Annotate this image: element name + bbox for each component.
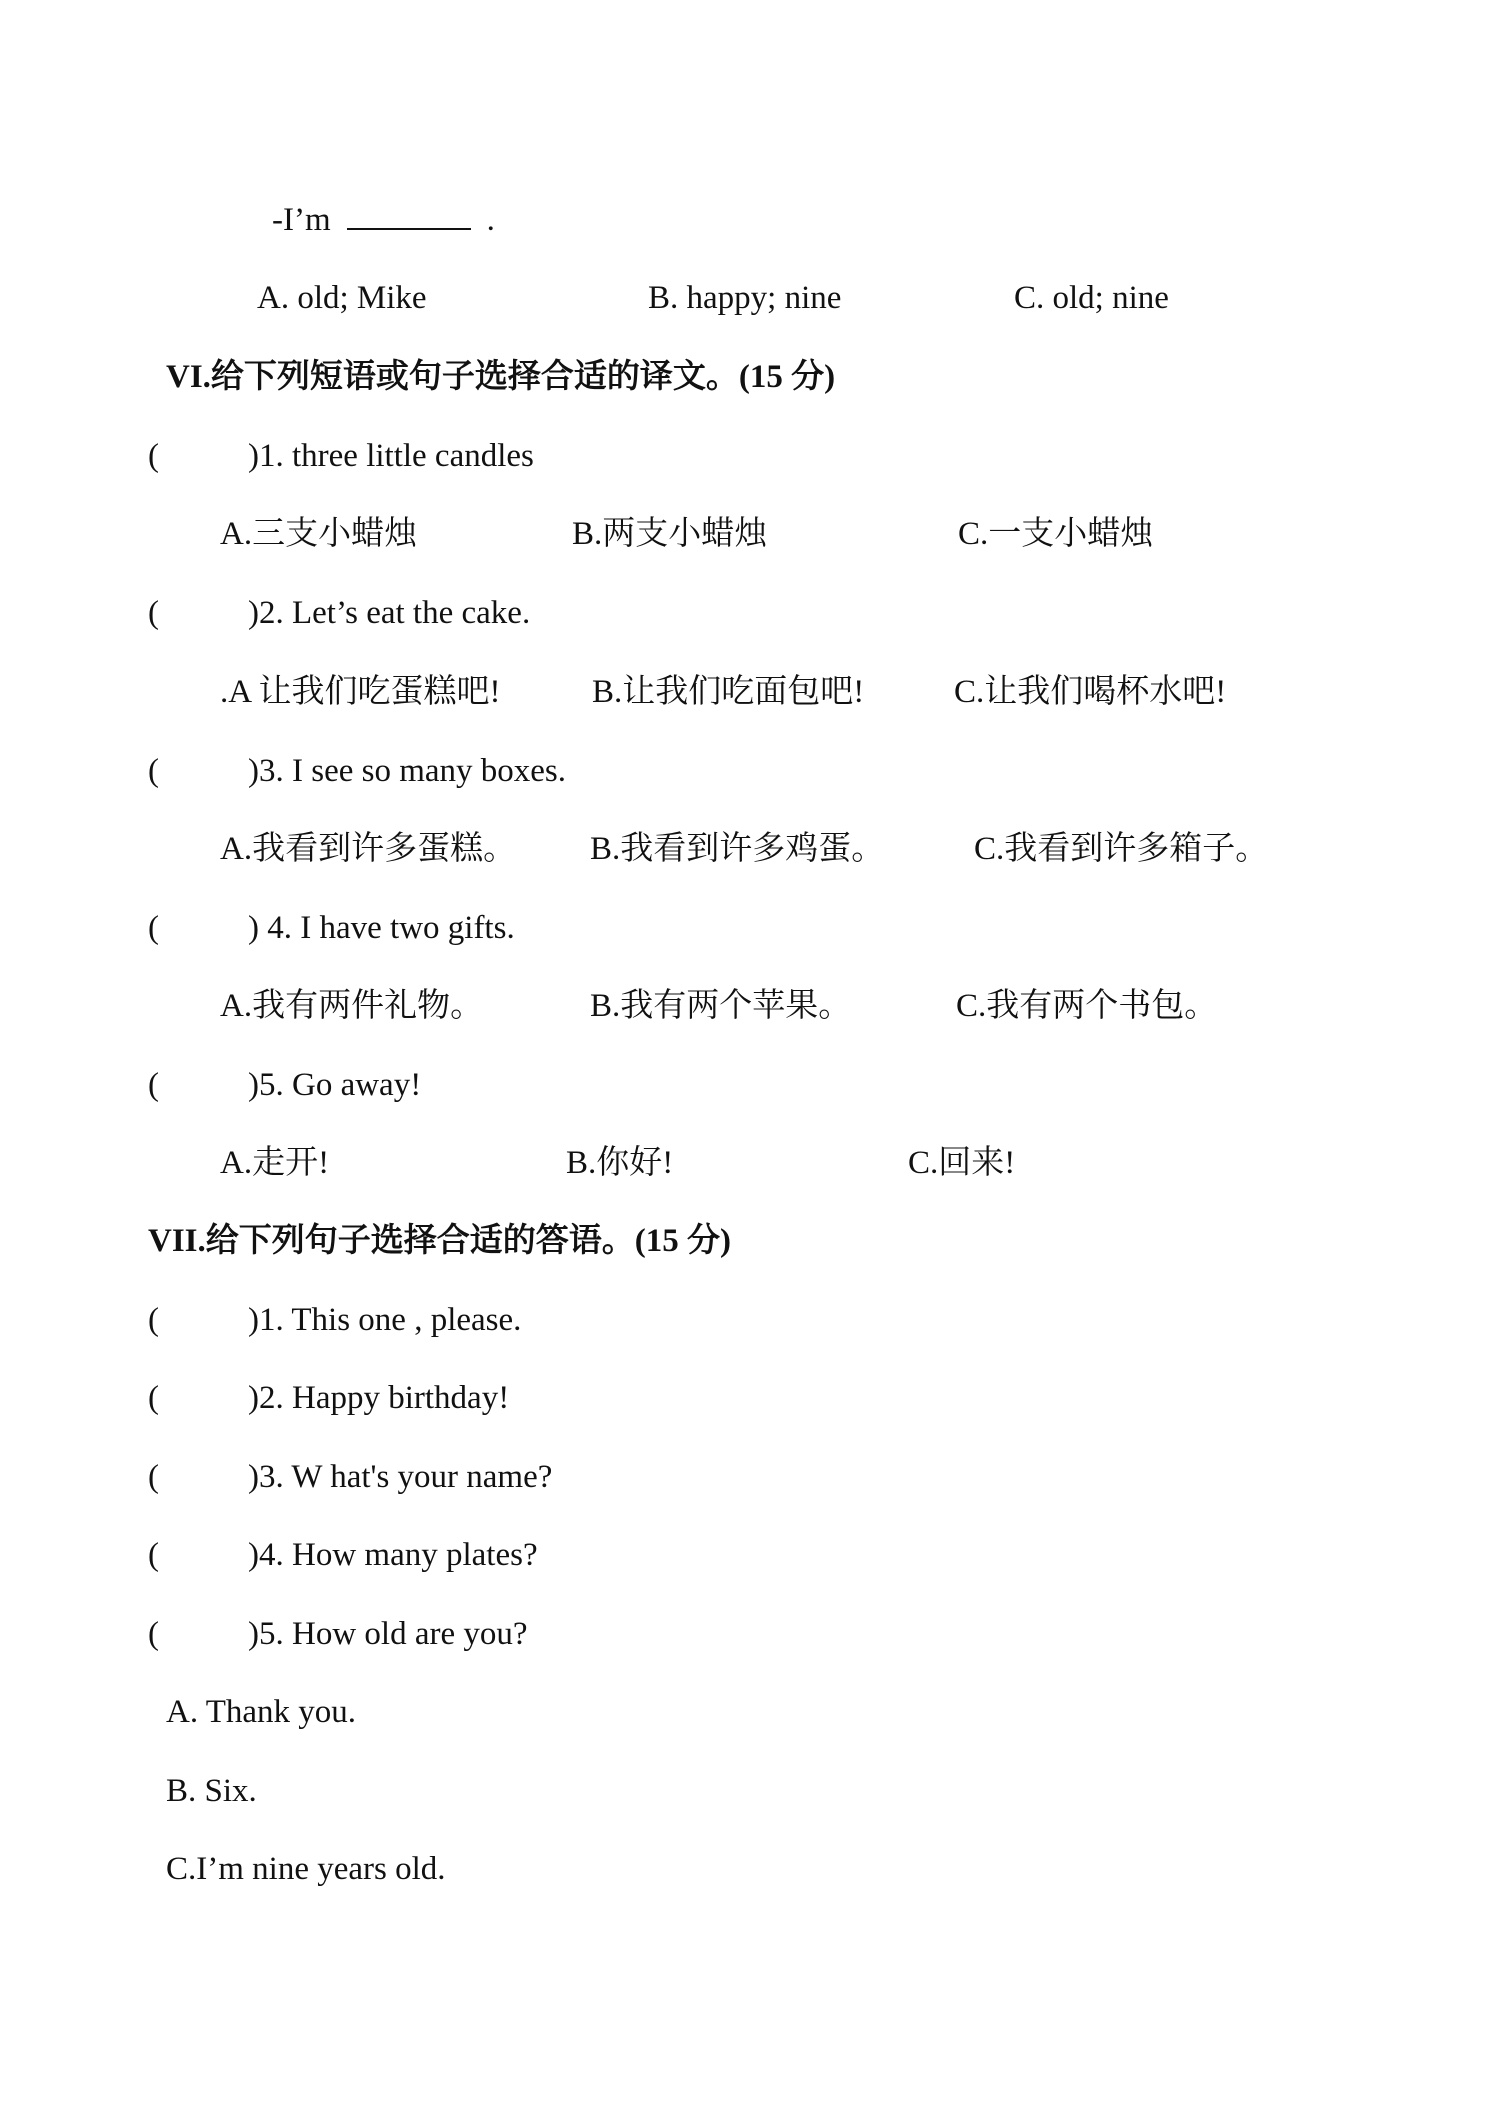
answer-choice-b: B. Six. [166, 1773, 257, 1809]
answer-paren: ( [148, 1616, 159, 1652]
option-a: A.走开! [220, 1145, 330, 1181]
answer-paren: ( [148, 1302, 159, 1338]
option-c: C.让我们喝杯水吧! [954, 674, 1227, 710]
option-a: A.我看到许多蛋糕。 [220, 831, 517, 867]
option-b: B.让我们吃面包吧! [592, 674, 865, 710]
option-c: C.我有两个书包。 [956, 988, 1218, 1024]
answer-choice-a: A. Thank you. [166, 1694, 357, 1730]
answer-paren: ( [148, 1459, 159, 1495]
question-prompt: )3. I see so many boxes. [248, 753, 567, 789]
option-c: C.回来! [908, 1145, 1016, 1181]
question-prompt: )1. This one , please. [248, 1302, 522, 1338]
option-c: C.一支小蜡烛 [958, 516, 1154, 552]
option-a: A.三支小蜡烛 [220, 516, 418, 552]
answer-prefix: -I’m [272, 202, 331, 238]
answer-paren: ( [148, 753, 159, 789]
answer-line [272, 200, 495, 240]
answer-suffix: . [486, 202, 495, 238]
option-b: B.你好! [566, 1145, 674, 1181]
question-prompt: )3. W hat's your name? [248, 1459, 553, 1495]
answer-paren: ( [148, 1380, 159, 1416]
option-c: C.我看到许多箱子。 [974, 831, 1269, 867]
question-prompt: )2. Let’s eat the cake. [248, 595, 531, 631]
question-prompt: )4. How many plates? [248, 1537, 538, 1573]
section-6-heading: VI.给下列短语或句子选择合适的译文。(15 分) [166, 359, 836, 395]
question-prompt: )5. How old are you? [248, 1616, 528, 1652]
option-b: B.我有两个苹果。 [590, 988, 852, 1024]
answer-paren: ( [148, 1067, 159, 1103]
question-prompt: )2. Happy birthday! [248, 1380, 510, 1416]
answer-blank [347, 202, 471, 230]
option-a: .A 让我们吃蛋糕吧! [220, 674, 501, 710]
question-prompt: )1. three little candles [248, 438, 534, 474]
option-a: A.我有两件礼物。 [220, 988, 484, 1024]
answer-paren: ( [148, 595, 159, 631]
option-b: B. happy; nine [648, 280, 842, 316]
option-b: B.两支小蜡烛 [572, 516, 768, 552]
answer-paren: ( [148, 438, 159, 474]
option-b: B.我看到许多鸡蛋。 [590, 831, 885, 867]
option-c: C. old; nine [1014, 280, 1169, 316]
answer-paren: ( [148, 1537, 159, 1573]
question-prompt: ) 4. I have two gifts. [248, 910, 515, 946]
option-a: A. old; Mike [257, 280, 427, 316]
answer-choice-c: C.I’m nine years old. [166, 1851, 446, 1887]
answer-paren: ( [148, 910, 159, 946]
section-7-heading: VII.给下列句子选择合适的答语。(15 分) [148, 1223, 731, 1259]
question-prompt: )5. Go away! [248, 1067, 422, 1103]
